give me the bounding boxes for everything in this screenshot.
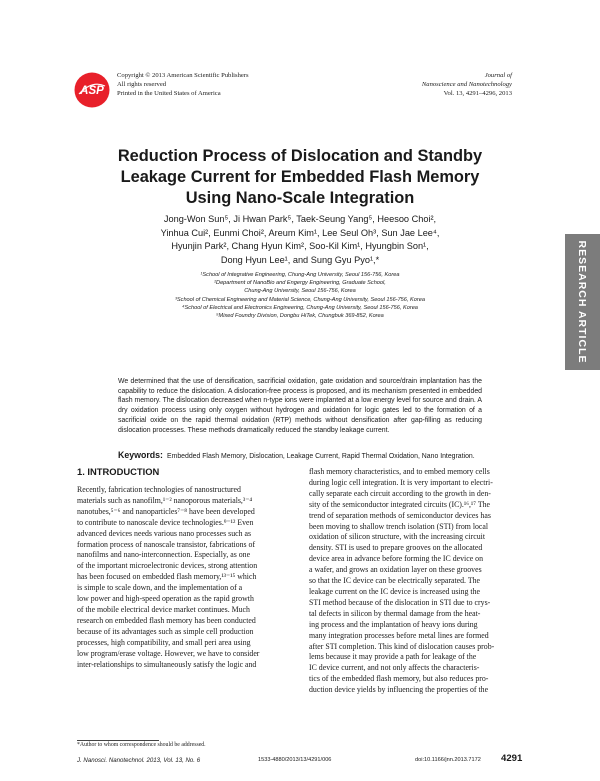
body-column-right xyxy=(309,467,526,696)
body-line: so that the IC device can be electrically separated. The xyxy=(309,576,481,586)
title-line: Leakage Current for Embedded Flash Memory xyxy=(120,168,480,186)
body-line: during logic cell integration. It is very important to electri- xyxy=(309,477,493,487)
body-line: has been focused on embedded flash memory,¹³⁻¹⁵ which xyxy=(77,572,257,582)
affiliation-line: ³School of Chemical Engineering and Material Science, Chung-Ang University, Seoul 156-756, Korea xyxy=(175,296,425,303)
body-line: of the important microelectronic devices, strong attention xyxy=(77,561,258,571)
research-article-label: RESEARCH ARTICLE xyxy=(576,240,588,364)
body-line: processes, high compatibility, and small peri area using xyxy=(77,637,251,647)
body-line: to contribute to nanoscale device technologies.⁹⁻¹² Even xyxy=(77,517,254,527)
body-line: flash memory characteristics, and to embed memory cells xyxy=(309,467,490,476)
body-line: low power and high-speed operation as the rapid growth xyxy=(77,594,254,604)
body-line: many integration processes before metal lines are formed xyxy=(309,630,489,640)
footnote: *Author to whom correspondence should be addressed. xyxy=(77,742,206,748)
author-line: Hyunjin Park², Chang Hyun Kim², Soo-Kil Kim¹, Hyungbin Son¹, xyxy=(171,241,429,252)
affiliation-line: ⁵Mixed Foundry Division, Dongbu HiTek, Chungbuk 369-852, Korea xyxy=(216,313,384,320)
affiliation-line: Chung-Ang University, Seoul 156-756, Korea xyxy=(244,288,356,295)
body-line: formation process of nanoscale transistor, fabrications of xyxy=(77,539,256,549)
keywords-text: Embedded Flash Memory, Dislocation, Leakage Current, Rapid Thermal Oxidation, Nano Integration. xyxy=(166,453,475,460)
body-line: been moving to shallow trench isolation (STI) from local xyxy=(309,521,489,531)
body-line: tal defects in silicon by thermal damage from the heat- xyxy=(309,608,481,618)
body-line: advanced devices needs various nano processes such as xyxy=(77,528,252,538)
affiliation-line: ⁴School of Electrical and Electronics Engineering, Chung-Ang University, Seoul 156-756, Korea xyxy=(182,304,418,311)
body-line: is simple to scale down, and the implementation of a xyxy=(77,583,243,593)
keywords xyxy=(118,451,482,462)
affiliations xyxy=(120,271,480,320)
journal-info xyxy=(422,71,512,98)
body-line: tics of the embedded flash memory, but also reduces pro- xyxy=(309,674,489,684)
body-line: a wafer, and grows an oxidation layer on these grooves xyxy=(309,565,482,575)
affiliation-line: ¹School of Integrative Engineering, Chung-Ang University, Seoul 156-756, Korea xyxy=(200,272,400,278)
body-line: leakage current on the IC device is increased using the xyxy=(309,586,480,596)
abstract: We determined that the use of densification, sacrificial oxidation, gate oxidation and source/drain implantation has the capability to reduce the dislocation. A dislocation-free process is proposed, and its mechanism presented in embedded flash memory. The dislocation decreased when n-type ions were implanted at a low energy level for source and drain. A dry oxidation process using only oxygen without hydrogen and oxidation for logic gates led to the formation of a sacrificial oxide on the rapid thermal oxidation (RTP) methods without densification after gap-filling as reducing dislocation processes. These methods dramatically reduced the standby leakage current. xyxy=(118,378,482,434)
body-line: STI method because of the dislocation in STI due to crys- xyxy=(309,597,491,607)
footer-journal-ref: J. Nanosci. Nanotechnol. 2013, Vol. 13, No. 6 xyxy=(77,757,201,764)
body-line: device area in advance before forming the IC device on xyxy=(309,554,484,564)
title-line: Reduction Process of Dislocation and Standby xyxy=(117,147,483,165)
body-line: Recently, fabrication technologies of nanostructured xyxy=(77,485,241,494)
publisher-info xyxy=(117,71,249,98)
journal-name-line2: Nanoscience and Nanotechnology xyxy=(421,81,512,88)
body-column-left xyxy=(77,485,293,670)
author-line: Dong Hyun Lee¹, and Sung Gyu Pyo¹,* xyxy=(220,254,380,265)
body-line: because of its advantages such as simple cell production xyxy=(77,626,254,636)
journal-volume: Vol. 13, 4291–4296, 2013 xyxy=(443,90,512,97)
asp-logo-text: ASP xyxy=(80,85,104,97)
body-line: of the mobile electrical device market continues. Much xyxy=(77,604,250,614)
body-line: low program/erase voltage. However, we have to consider xyxy=(77,648,260,658)
footnote-divider xyxy=(77,740,159,741)
body-line: oxidation of silicon structure, with the increasing circuit xyxy=(309,532,486,542)
article-title xyxy=(90,146,510,209)
research-article-tab xyxy=(565,234,600,370)
affiliation-line: ²Department of NanoBio and Engergy Engineering, Graduate School, xyxy=(214,280,386,287)
body-line: lems because it may provide a path for leakage of the xyxy=(309,652,477,662)
rights-line: All rights reserved xyxy=(117,81,167,88)
body-line: research on embedded flash memory has been conducted xyxy=(77,615,256,625)
keywords-label: Keywords: xyxy=(118,450,163,460)
body-line: trend of separation methods of semiconductor devices has xyxy=(309,510,491,520)
footer-issn: 1533-4880/2013/13/4291/006 xyxy=(258,757,332,763)
page-number: 4291 xyxy=(501,753,523,764)
author-line: Yinhua Cui², Eunmi Choi², Areum Kim¹, Lee Seul Oh³, Sun Jae Lee⁴, xyxy=(160,227,440,238)
copyright-line: Copyright © 2013 American Scientific Publishers xyxy=(117,72,249,79)
printed-line: Printed in the United States of America xyxy=(117,90,221,97)
body-line: IC device current, and not only affects the characteris- xyxy=(309,663,480,673)
body-line: ing process and the implantation of heavy ions during xyxy=(309,619,478,629)
body-line: cally separate each circuit according to the growth in den- xyxy=(309,488,491,498)
section-heading-introduction: 1. INTRODUCTION xyxy=(77,466,160,477)
body-line: after STI completion. This kind of dislocation causes prob- xyxy=(309,641,495,651)
asp-logo xyxy=(74,72,110,108)
journal-name-line1: Journal of xyxy=(484,72,512,79)
body-line: density. STI is used to prepare grooves on the allocated xyxy=(309,543,483,553)
body-line: inter-relationships to simultaneously satisfy the logic and xyxy=(77,659,257,669)
body-line: sity of the semiconductor integrated circuits (IC).¹⁶,¹⁷ The xyxy=(309,499,491,509)
body-line: duction device yields by influencing the properties of the xyxy=(309,685,489,695)
body-line: materials such as nanofilm,¹⁻² nanoporous materials,³⁻⁴ xyxy=(77,495,253,505)
title-line: Using Nano-Scale Integration xyxy=(185,189,415,207)
author-line: Jong-Won Sun⁵, Ji Hwan Park⁵, Taek-Seung Yang⁵, Heesoo Choi², xyxy=(163,214,437,224)
footer-doi: doi:10.1166/jnn.2013.7172 xyxy=(415,757,481,763)
body-line: nanofilms and nano-interconnection. Especially, as one xyxy=(77,550,251,560)
author-list xyxy=(120,213,480,267)
body-line: nanotubes,⁵⁻⁶ and nanoparticles⁷⁻⁸ have been developed xyxy=(77,506,255,516)
